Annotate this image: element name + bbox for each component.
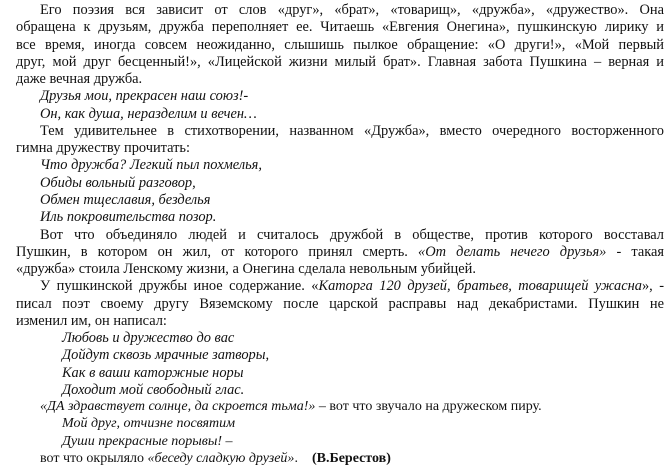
paragraph-4-quote: Каторга 120 друзей, братьев, товарищей ужасна: [318, 278, 642, 295]
verse-4-text-after: – вот что звучало на дружеском пиру.: [315, 399, 542, 415]
closing-quote: «беседу сладкую друзей»: [147, 451, 295, 466]
verse-3-line-2: Дойдут сквозь мрачные затворы,: [62, 347, 270, 364]
verse-1-line-1: Друзья мои, прекрасен наш союз!-: [40, 88, 249, 105]
verse-2-line-1: Что дружба? Легкий пыл похмелья,: [40, 157, 262, 174]
closing-text-before: вот что окрыляло: [40, 451, 148, 466]
paragraph-4-text-before: У пушкинской дружбы иное содержание. «: [40, 278, 319, 295]
paragraph-3-text-after: - такая: [606, 243, 664, 260]
paragraph-1-line-4: друг, мой друг бесценный!», «Лицейской жизни милый брат». Главная забота Пушкина – верная и: [16, 53, 664, 70]
closing-line: [40, 451, 391, 467]
paragraph-1-line-5: даже вечная дружба.: [16, 71, 143, 88]
paragraph-3-line-2: [16, 244, 664, 260]
verse-2-line-4: Иль покровительства позор.: [40, 209, 217, 226]
verse-3-line-4: Доходит мой свободный глас.: [62, 381, 245, 398]
verse-4-line: [40, 399, 542, 415]
closing-text-after: .: [294, 451, 298, 466]
paragraph-1-line-2: обращена к друзьям, дружба переполняет ее. Читаешь «Евгения Онегина», пушкинскую лирику и: [16, 19, 664, 36]
paragraph-4-line-1: [40, 278, 664, 294]
paragraph-2-line-2: гимна дружеству прочитать:: [16, 140, 190, 157]
verse-5-line-2: Души прекрасные порывы! –: [62, 433, 233, 449]
author-signature: (В.Берестов): [311, 451, 391, 466]
paragraph-4-line-3: изменил им, он написал:: [16, 312, 167, 329]
paragraph-1-line-3: все время, иногда совсем неожиданно, слышишь пылкое обращение: «О други!», «Мой первый: [16, 36, 664, 53]
verse-2-line-3: Обмен тщеславия, безделья: [40, 191, 211, 208]
verse-5-line-1: Мой друг, отчизне посвятим: [62, 416, 236, 432]
paragraph-4-text-after: », -: [641, 278, 665, 295]
paragraph-3-text-before: Пушкин, в котором он жил, от которого принял смерть.: [16, 243, 419, 260]
verse-4-quote: «ДА здравствует солнце, да скроется тьма!»: [40, 399, 316, 415]
verse-3-line-1: Любовь и дружество до вас: [62, 330, 235, 347]
paragraph-1-line-1: Его поэзия вся зависит от слов «друг», «брат», «товарищ», «дружба», «дружество». Она: [40, 2, 664, 18]
paragraph-4-line-2: писал поэт своему другу Вяземскому после царской расправы над декабристами. Пушкин не: [16, 295, 664, 312]
verse-1-line-2: Он, как душа, неразделим и вечен…: [40, 105, 257, 122]
verse-3-line-3: Как в ваши каторжные норы: [62, 364, 244, 381]
paragraph-3-line-1: Вот что объединяло людей и считалось дружбой в обществе, против которого восставал: [40, 226, 664, 243]
paragraph-3-line-3: «дружба» стоила Ленскому жизни, а Онегина сделала невольным убийцей.: [16, 261, 476, 278]
paragraph-2-line-1: Тем удивительнее в стихотворении, названном «Дружба», вместо очередного восторженного: [40, 122, 664, 139]
paragraph-3-quote: «От делать нечего друзья»: [418, 243, 607, 260]
verse-2-line-2: Обиды вольный разговор,: [40, 174, 196, 191]
